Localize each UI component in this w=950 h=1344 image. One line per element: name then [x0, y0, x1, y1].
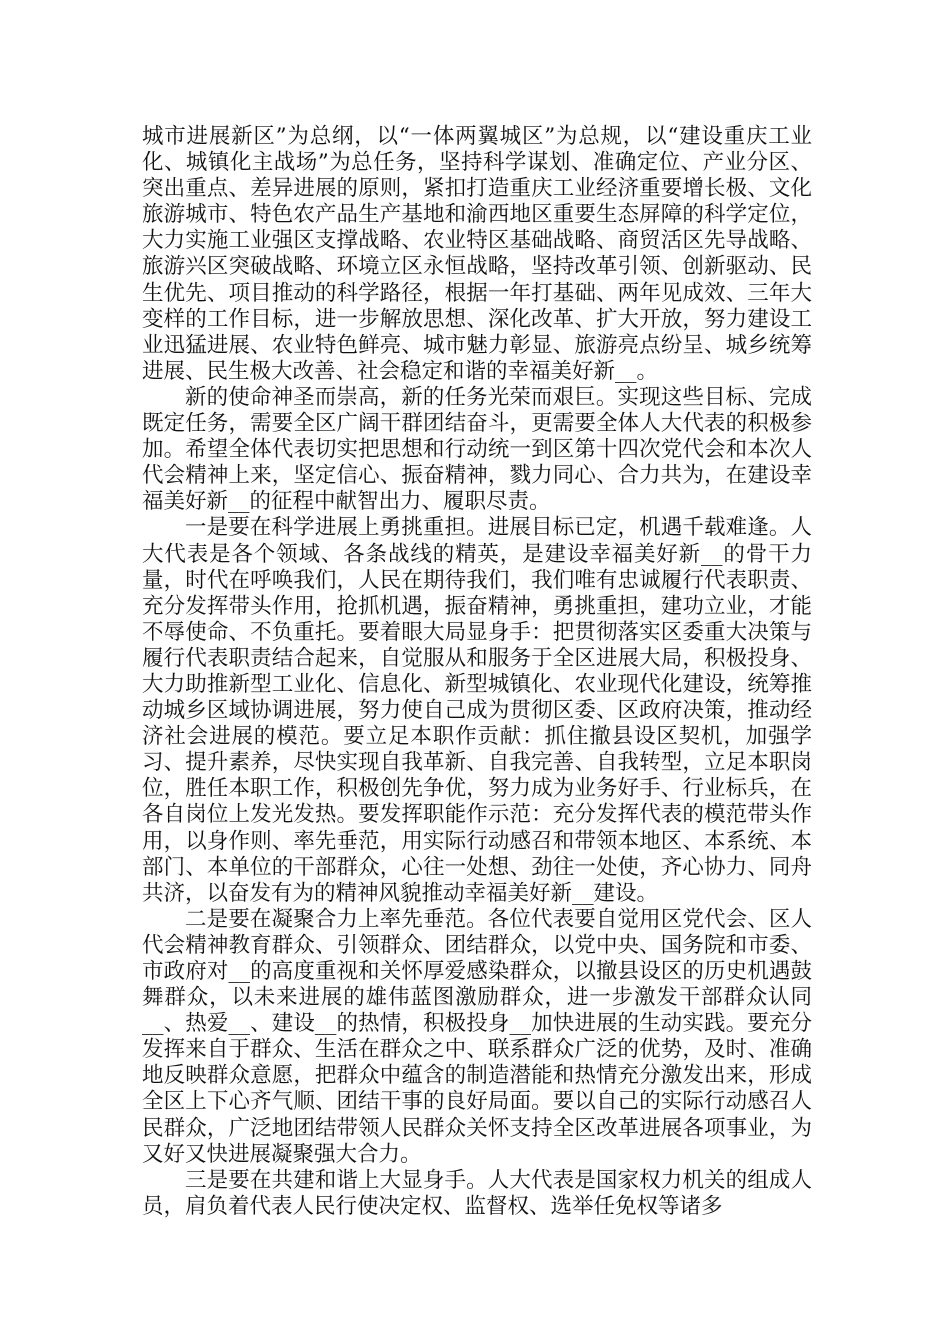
paragraph-3: 一是要在科学进展上勇挑重担。进展目标已定，机遇千载难逢。人大代表是各个领域、各条战线的精英，是建设幸福美好新__的骨干力量，时代在呼唤我们，人民在期待我们，我们唯有忠诚履行代表职责、充分发挥带头作用，抢抓机遇，振奋精神，勇挑重担，建功立业，才能不辱使命、不负重托。要着眼大局显身手：把贯彻落实区委重大决策与履行代表职责结合起来，自觉服从和服务于全区进展大局，积极投身、大力助推新型工业化、信息化、新型城镇化、农业现代化建设，统筹推动城乡区域协调进展，努力使自己成为贯彻区委、区政府决策，推动经济社会进展的模范。要立足本职作贡献：抓住撤县设区契机，加强学习、提升素养，尽快实现自我革新、自我完善、自我转型，立足本职岗位，胜任本职工作，积极创先争优，努力成为业务好手、行业标兵，在各自岗位上发光发热。要发挥职能作示范：充分发挥代表的模范带头作用，以身作则、率先垂范，用实际行动感召和带领本地区、本系统、本部门、本单位的干部群众，心往一处想、劲往一处使，齐心协力、同舟共济，以奋发有为的精神风貌推动幸福美好新__建设。 [142, 515, 812, 906]
paragraph-2: 新的使命神圣而崇高，新的任务光荣而艰巨。实现这些目标、完成既定任务，需要全区广阔干群团结奋斗，更需要全体人大代表的积极参加。希望全体代表切实把思想和行动统一到区第十四次党代会和本次人代会精神上来，坚定信心、振奋精神，戮力同心、合力共为，在建设幸福美好新__的征程中献智出力、履职尽责。 [142, 384, 812, 515]
paragraph-5: 三是要在共建和谐上大显身手。人大代表是国家权力机关的组成人员，肩负着代表人民行使决定权、监督权、选举任免权等诸多 [142, 1167, 812, 1219]
paragraph-4: 二是要在凝聚合力上率先垂范。各位代表要自觉用区党代会、区人代会精神教育群众、引领群众、团结群众，以党中央、国务院和市委、市政府对__的高度重视和关怀厚爱感染群众，以撤县设区的历史机遇鼓舞群众，以未来进展的雄伟蓝图激励群众，进一步激发干部群众认同__、热爱__、建设__的热情，积极投身__加快进展的生动实践。要充分发挥来自于群众、生活在群众之中、联系群众广泛的优势，及时、准确地反映群众意愿，把群众中蕴含的制造潜能和热情充分激发出来，形成全区上下心齐气顺、团结干事的良好局面。要以自己的实际行动感召人民群众，广泛地团结带领人民群众关怀支持全区改革进展各项事业，为又好又快进展凝聚强大合力。 [142, 906, 812, 1167]
document-page [142, 124, 812, 1220]
paragraph-1: 城市进展新区”为总纲，以“一体两翼城区”为总规，以“建设重庆工业化、城镇化主战场”为总任务，坚持科学谋划、准确定位、产业分区、突出重点、差异进展的原则，紧扣打造重庆工业经济重要增长极、文化旅游城市、特色农产品生产基地和渝西地区重要生态屏障的科学定位，大力实施工业强区支撑战略、农业特区基础战略、商贸活区先导战略、旅游兴区突破战略、环境立区永恒战略，坚持改革引领、创新驱动、民生优先、项目推动的科学路径，根据一年打基础、两年见成效、三年大变样的工作目标，进一步解放思想、深化改革、扩大开放，努力建设工业迅猛进展、农业特色鲜亮、城市魅力彰显、旅游亮点纷呈、城乡统筹进展、民生极大改善、社会稳定和谐的幸福美好新__。 [142, 124, 813, 384]
